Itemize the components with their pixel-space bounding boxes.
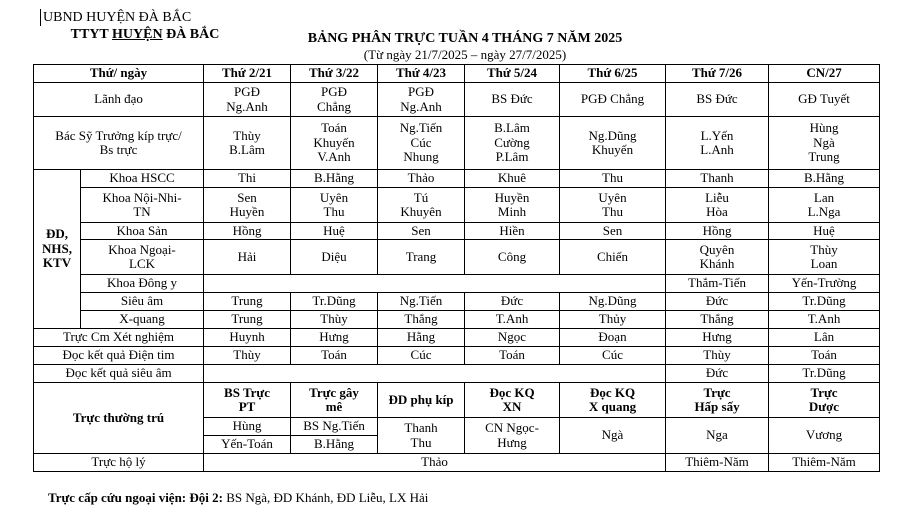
column-header: Thứ 4/23: [378, 65, 465, 83]
table-cell: B.Hằng: [769, 170, 880, 188]
nursing-row: [34, 188, 880, 223]
leaders-row: [34, 83, 880, 117]
table-cell: Lan L.Nga: [769, 188, 880, 223]
table-cell: Đức: [666, 293, 769, 311]
footer-text: BS Ngà, ĐD Khánh, ĐD Liễu, LX Hải: [222, 490, 429, 505]
other-row: [34, 347, 880, 365]
other-row: [34, 329, 880, 347]
table-cell: Tú Khuyên: [378, 188, 465, 223]
organization-header: [40, 9, 250, 43]
table-cell: PGĐ Ng.Anh: [204, 83, 291, 117]
table-cell: Toán: [465, 347, 560, 365]
duty-type-header: Đọc KQ X quang: [560, 383, 666, 418]
duty-roster-table: [33, 64, 880, 472]
table-cell: Thùy B.Lâm: [204, 117, 291, 170]
table-cell: Tr.Dũng: [769, 293, 880, 311]
table-cell: BS Đức: [465, 83, 560, 117]
table-cell: Hùng: [204, 418, 291, 436]
table-cell: Diệu: [291, 240, 378, 275]
table-cell: Thu: [560, 170, 666, 188]
table-cell: Yến-Toán: [204, 436, 291, 454]
table-cell: Thùy: [204, 347, 291, 365]
table-cell: Trang: [378, 240, 465, 275]
table-cell: B.Lâm Cường P.Lâm: [465, 117, 560, 170]
table-cell: Vương: [769, 418, 880, 454]
page-title: BẢNG PHÂN TRỰC TUẦN 4 THÁNG 7 NĂM 2025: [307, 31, 623, 46]
table-cell: L.Yến L.Anh: [666, 117, 769, 170]
table-cell: Yến-Trường: [769, 275, 880, 293]
row-label: Khoa HSCC: [81, 170, 204, 188]
table-cell: Ng.Dũng: [560, 293, 666, 311]
table-cell: Hưng: [666, 329, 769, 347]
column-header: Thứ/ ngày: [34, 65, 204, 83]
table-cell: Ng.Tiến Cúc Nhung: [378, 117, 465, 170]
table-cell: Ngọc: [465, 329, 560, 347]
table-cell: Huynh: [204, 329, 291, 347]
column-header: Thứ 3/22: [291, 65, 378, 83]
table-cell: Chiến: [560, 240, 666, 275]
duty-type-header: BS Trực PT: [204, 383, 291, 418]
table-cell: Hiền: [465, 223, 560, 240]
table-cell: T.Anh: [465, 311, 560, 329]
table-cell: Hải: [204, 240, 291, 275]
org-line-2: TTYT HUYỆN ĐÀ BẮC: [70, 27, 220, 42]
table-cell: Hưng: [291, 329, 378, 347]
column-header: Thứ 7/26: [666, 65, 769, 83]
nursing-row: [34, 311, 880, 329]
resident-header-row: [34, 383, 880, 418]
duty-type-header: Trực Hấp sấy: [666, 383, 769, 418]
table-cell: Hồng: [666, 223, 769, 240]
table-cell: Thắng: [378, 311, 465, 329]
table-cell: Hùng Ngà Trung: [769, 117, 880, 170]
table-cell: Thảo: [204, 454, 666, 472]
table-cell: B.Hằng: [291, 170, 378, 188]
row-label: Trực Cm Xét nghiệm: [34, 329, 204, 347]
table-cell: Thùy: [291, 311, 378, 329]
table-cell: Lân: [769, 329, 880, 347]
table-cell: Thanh Thu: [378, 418, 465, 454]
table-cell: Tr.Dũng: [291, 293, 378, 311]
duty-type-header: Trực gây mê: [291, 383, 378, 418]
row-label: Siêu âm: [81, 293, 204, 311]
group-label: ĐD, NHS, KTV: [34, 170, 81, 329]
footer-label: Trực cấp cứu ngoại viện: Đội 2:: [48, 490, 223, 505]
table-cell: Ng.Tiến: [378, 293, 465, 311]
row-label: Đọc kết quả Điện tim: [34, 347, 204, 365]
row-label: Khoa Nội-Nhi- TN: [81, 188, 204, 223]
roster-body: [34, 83, 880, 472]
table-cell: T.Anh: [769, 311, 880, 329]
table-cell: GĐ Tuyết: [769, 83, 880, 117]
table-cell: Trung: [204, 311, 291, 329]
table-cell: Huệ: [291, 223, 378, 240]
table-cell: Cúc: [560, 347, 666, 365]
date-range: (Từ ngày 21/7/2025 – ngày 27/7/2025): [363, 47, 567, 62]
table-cell: Thiêm-Năm: [769, 454, 880, 472]
table-cell: Hằng: [378, 329, 465, 347]
row-label: Khoa Ngoại- LCK: [81, 240, 204, 275]
doctors-row: [34, 117, 880, 170]
table-cell: Khuê: [465, 170, 560, 188]
table-cell: Ngà: [560, 418, 666, 454]
table-cell: Thắng: [666, 311, 769, 329]
table-cell: Cúc: [378, 347, 465, 365]
table-cell: Sen: [560, 223, 666, 240]
table-cell: Sen: [378, 223, 465, 240]
table-cell: Thắm-Tiến: [666, 275, 769, 293]
table-cell: Uyên Thu: [291, 188, 378, 223]
table-cell: Huyền Minh: [465, 188, 560, 223]
header-row: [34, 65, 880, 83]
table-cell: BS Đức: [666, 83, 769, 117]
table-cell: Liễu Hòa: [666, 188, 769, 223]
nursing-row: [34, 275, 880, 293]
row-label: Khoa Sản: [81, 223, 204, 240]
table-cell: Đức: [666, 365, 769, 383]
table-cell: Quyên Khánh: [666, 240, 769, 275]
table-cell: PGĐ Chẳng: [560, 83, 666, 117]
row-label: Trực thường trú: [34, 383, 204, 454]
table-cell: Công: [465, 240, 560, 275]
duty-type-header: Đọc KQ XN: [465, 383, 560, 418]
table-cell: Đức: [465, 293, 560, 311]
duty-type-header: ĐD phụ kíp: [378, 383, 465, 418]
nursing-row: [34, 240, 880, 275]
table-cell: Thi: [204, 170, 291, 188]
table-cell: B.Hằng: [291, 436, 378, 454]
table-cell: Toán: [291, 347, 378, 365]
table-cell: Uyên Thu: [560, 188, 666, 223]
table-cell: Toán: [769, 347, 880, 365]
nursing-row: [34, 170, 880, 188]
orderly-row: [34, 454, 880, 472]
row-label: Bác Sỹ Trưởng kíp trực/ Bs trực: [34, 117, 204, 170]
table-cell: Thùy: [666, 347, 769, 365]
column-header: CN/27: [769, 65, 880, 83]
table-cell: Ng.Dũng Khuyến: [560, 117, 666, 170]
other-row: [34, 365, 880, 383]
row-label: Lãnh đạo: [34, 83, 204, 117]
column-header: Thứ 2/21: [204, 65, 291, 83]
org-line-1: UBND HUYỆN ĐÀ BẮC: [40, 9, 250, 26]
table-cell: Nga: [666, 418, 769, 454]
table-cell: Thủy: [560, 311, 666, 329]
table-cell: BS Ng.Tiến: [291, 418, 378, 436]
duty-type-header: Trực Dược: [769, 383, 880, 418]
table-cell: Thùy Loan: [769, 240, 880, 275]
table-cell: CN Ngọc- Hưng: [465, 418, 560, 454]
table-cell: PGĐ Chẳng: [291, 83, 378, 117]
table-cell: Huệ: [769, 223, 880, 240]
nursing-row: [34, 223, 880, 240]
row-label: Trực hộ lý: [34, 454, 204, 472]
row-label: X-quang: [81, 311, 204, 329]
outpatient-emergency-team: [48, 490, 428, 506]
empty-cell: [204, 275, 666, 293]
table-cell: Thảo: [378, 170, 465, 188]
table-cell: Toán Khuyến V.Anh: [291, 117, 378, 170]
table-cell: Đoạn: [560, 329, 666, 347]
table-cell: Sen Huyền: [204, 188, 291, 223]
table-cell: Thanh: [666, 170, 769, 188]
row-label: Đọc kết quả siêu âm: [34, 365, 204, 383]
table-cell: Thiêm-Năm: [666, 454, 769, 472]
nursing-row: [34, 293, 880, 311]
table-cell: Tr.Dũng: [769, 365, 880, 383]
table-cell: PGĐ Ng.Anh: [378, 83, 465, 117]
column-header: Thứ 6/25: [560, 65, 666, 83]
table-cell: Hồng: [204, 223, 291, 240]
table-cell: Trung: [204, 293, 291, 311]
empty-cell: [204, 365, 666, 383]
row-label: Khoa Đông y: [81, 275, 204, 293]
column-header: Thứ 5/24: [465, 65, 560, 83]
